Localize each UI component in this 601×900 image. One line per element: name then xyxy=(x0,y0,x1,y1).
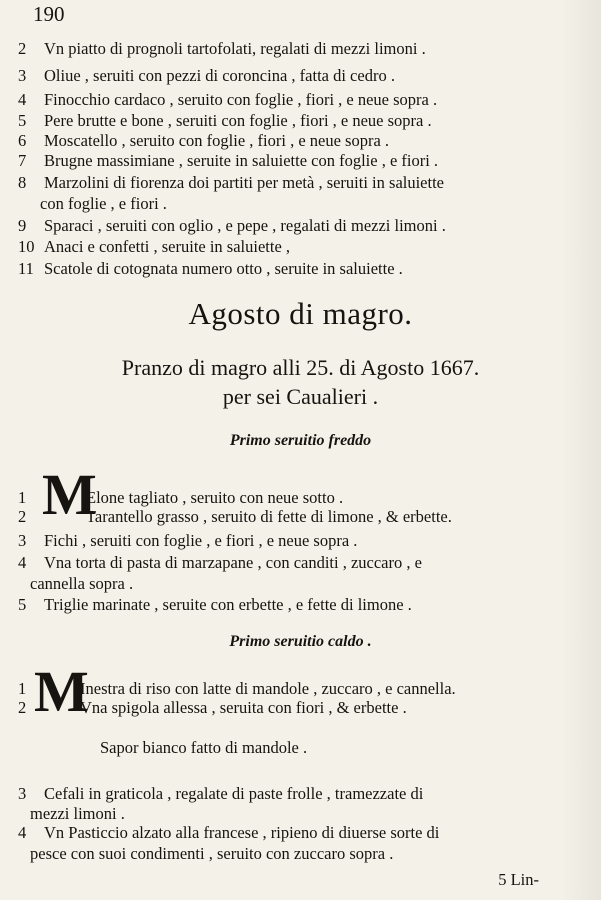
list-item: 10 Anaci e confetti , seruite in saluiette , xyxy=(18,237,291,256)
menu-item: 2 xyxy=(18,507,27,526)
menu-item-text: Inestra di riso con latte di mandole , zuccaro , e cannella. xyxy=(80,679,456,698)
page-number: 190 xyxy=(33,2,65,26)
list-item: 2 Vn piatto di prognoli tartofolati, regalati di mezzi limoni . xyxy=(18,39,426,58)
section-heading: Agosto di magro. xyxy=(188,296,413,331)
menu-item: 4 Vna torta di pasta di marzapane , con canditi , zuccaro , e xyxy=(18,553,422,572)
menu-item-text: Tarantello grasso , seruito di fette di limone , & erbette. xyxy=(86,507,452,526)
list-item: 9 Sparaci , seruiti con oglio , e pepe , regalati di mezzi limoni . xyxy=(18,216,446,235)
menu-item: 3 Cefali in graticola , regalate di paste frolle , tramezzate di xyxy=(18,784,424,803)
list-item: 3 Oliue , seruiti con pezzi di coroncina , fatta di cedro . xyxy=(18,66,395,85)
menu-item-text: Vna spigola allessa , seruita con fiori , & erbette . xyxy=(80,698,407,717)
list-item: 6 Moscatello , seruito con foglie , fiori , e neue sopra . xyxy=(18,131,390,150)
menu-item: 2 xyxy=(18,698,27,717)
subheading-guests: per sei Caualieri . xyxy=(222,384,379,409)
subheading-date: Pranzo di magro alli 25. di Agosto 1667. xyxy=(121,355,480,380)
menu-item: 5 Triglie marinate , seruite con erbette , e fette di limone . xyxy=(18,595,412,614)
menu-item-continuation: pesce con suoi condimenti , seruito con zuccaro sopra . xyxy=(30,844,394,863)
list-item: 5 Pere brutte e bone , seruiti con foglie , fiori , e neue sopra . xyxy=(18,111,432,130)
menu-item-continuation: mezzi limoni . xyxy=(30,804,125,823)
menu-item: 1 xyxy=(18,488,27,507)
menu-item: 3 Fichi , seruiti con foglie , e fiori , e neue sopra . xyxy=(18,531,358,550)
drop-cap: M xyxy=(42,462,97,527)
list-item: 4 Finocchio cardaco , seruito con foglie , fiori , e neue sopra . xyxy=(18,90,438,109)
menu-item: 1 xyxy=(18,679,27,698)
menu-item-text: Sapor bianco fatto di mandole . xyxy=(100,738,308,757)
list-item: 8 Marzolini di fiorenza doi partiti per metà , seruiti in saluiette xyxy=(18,173,444,192)
menu-item-continuation: cannella sopra . xyxy=(30,574,134,593)
menu-item-text: Elone tagliato , seruito con neue sotto . xyxy=(86,488,344,507)
drop-cap: M xyxy=(34,659,89,724)
course-title-hot: Primo seruitio caldo . xyxy=(229,633,372,650)
list-item-continuation: con foglie , e fiori . xyxy=(40,194,167,213)
course-title-cold: Primo seruitio freddo xyxy=(229,432,372,449)
list-item: 11 Scatole di cotognata numero otto , seruite in saluiette . xyxy=(18,259,403,278)
list-item: 7 Brugne massimiane , seruite in saluiette con foglie , e fiori . xyxy=(18,151,439,170)
menu-item: 4 Vn Pasticcio alzato alla francese , ripieno di diuerse sorte di xyxy=(18,823,440,842)
catchword: 5 Lin- xyxy=(498,870,539,889)
